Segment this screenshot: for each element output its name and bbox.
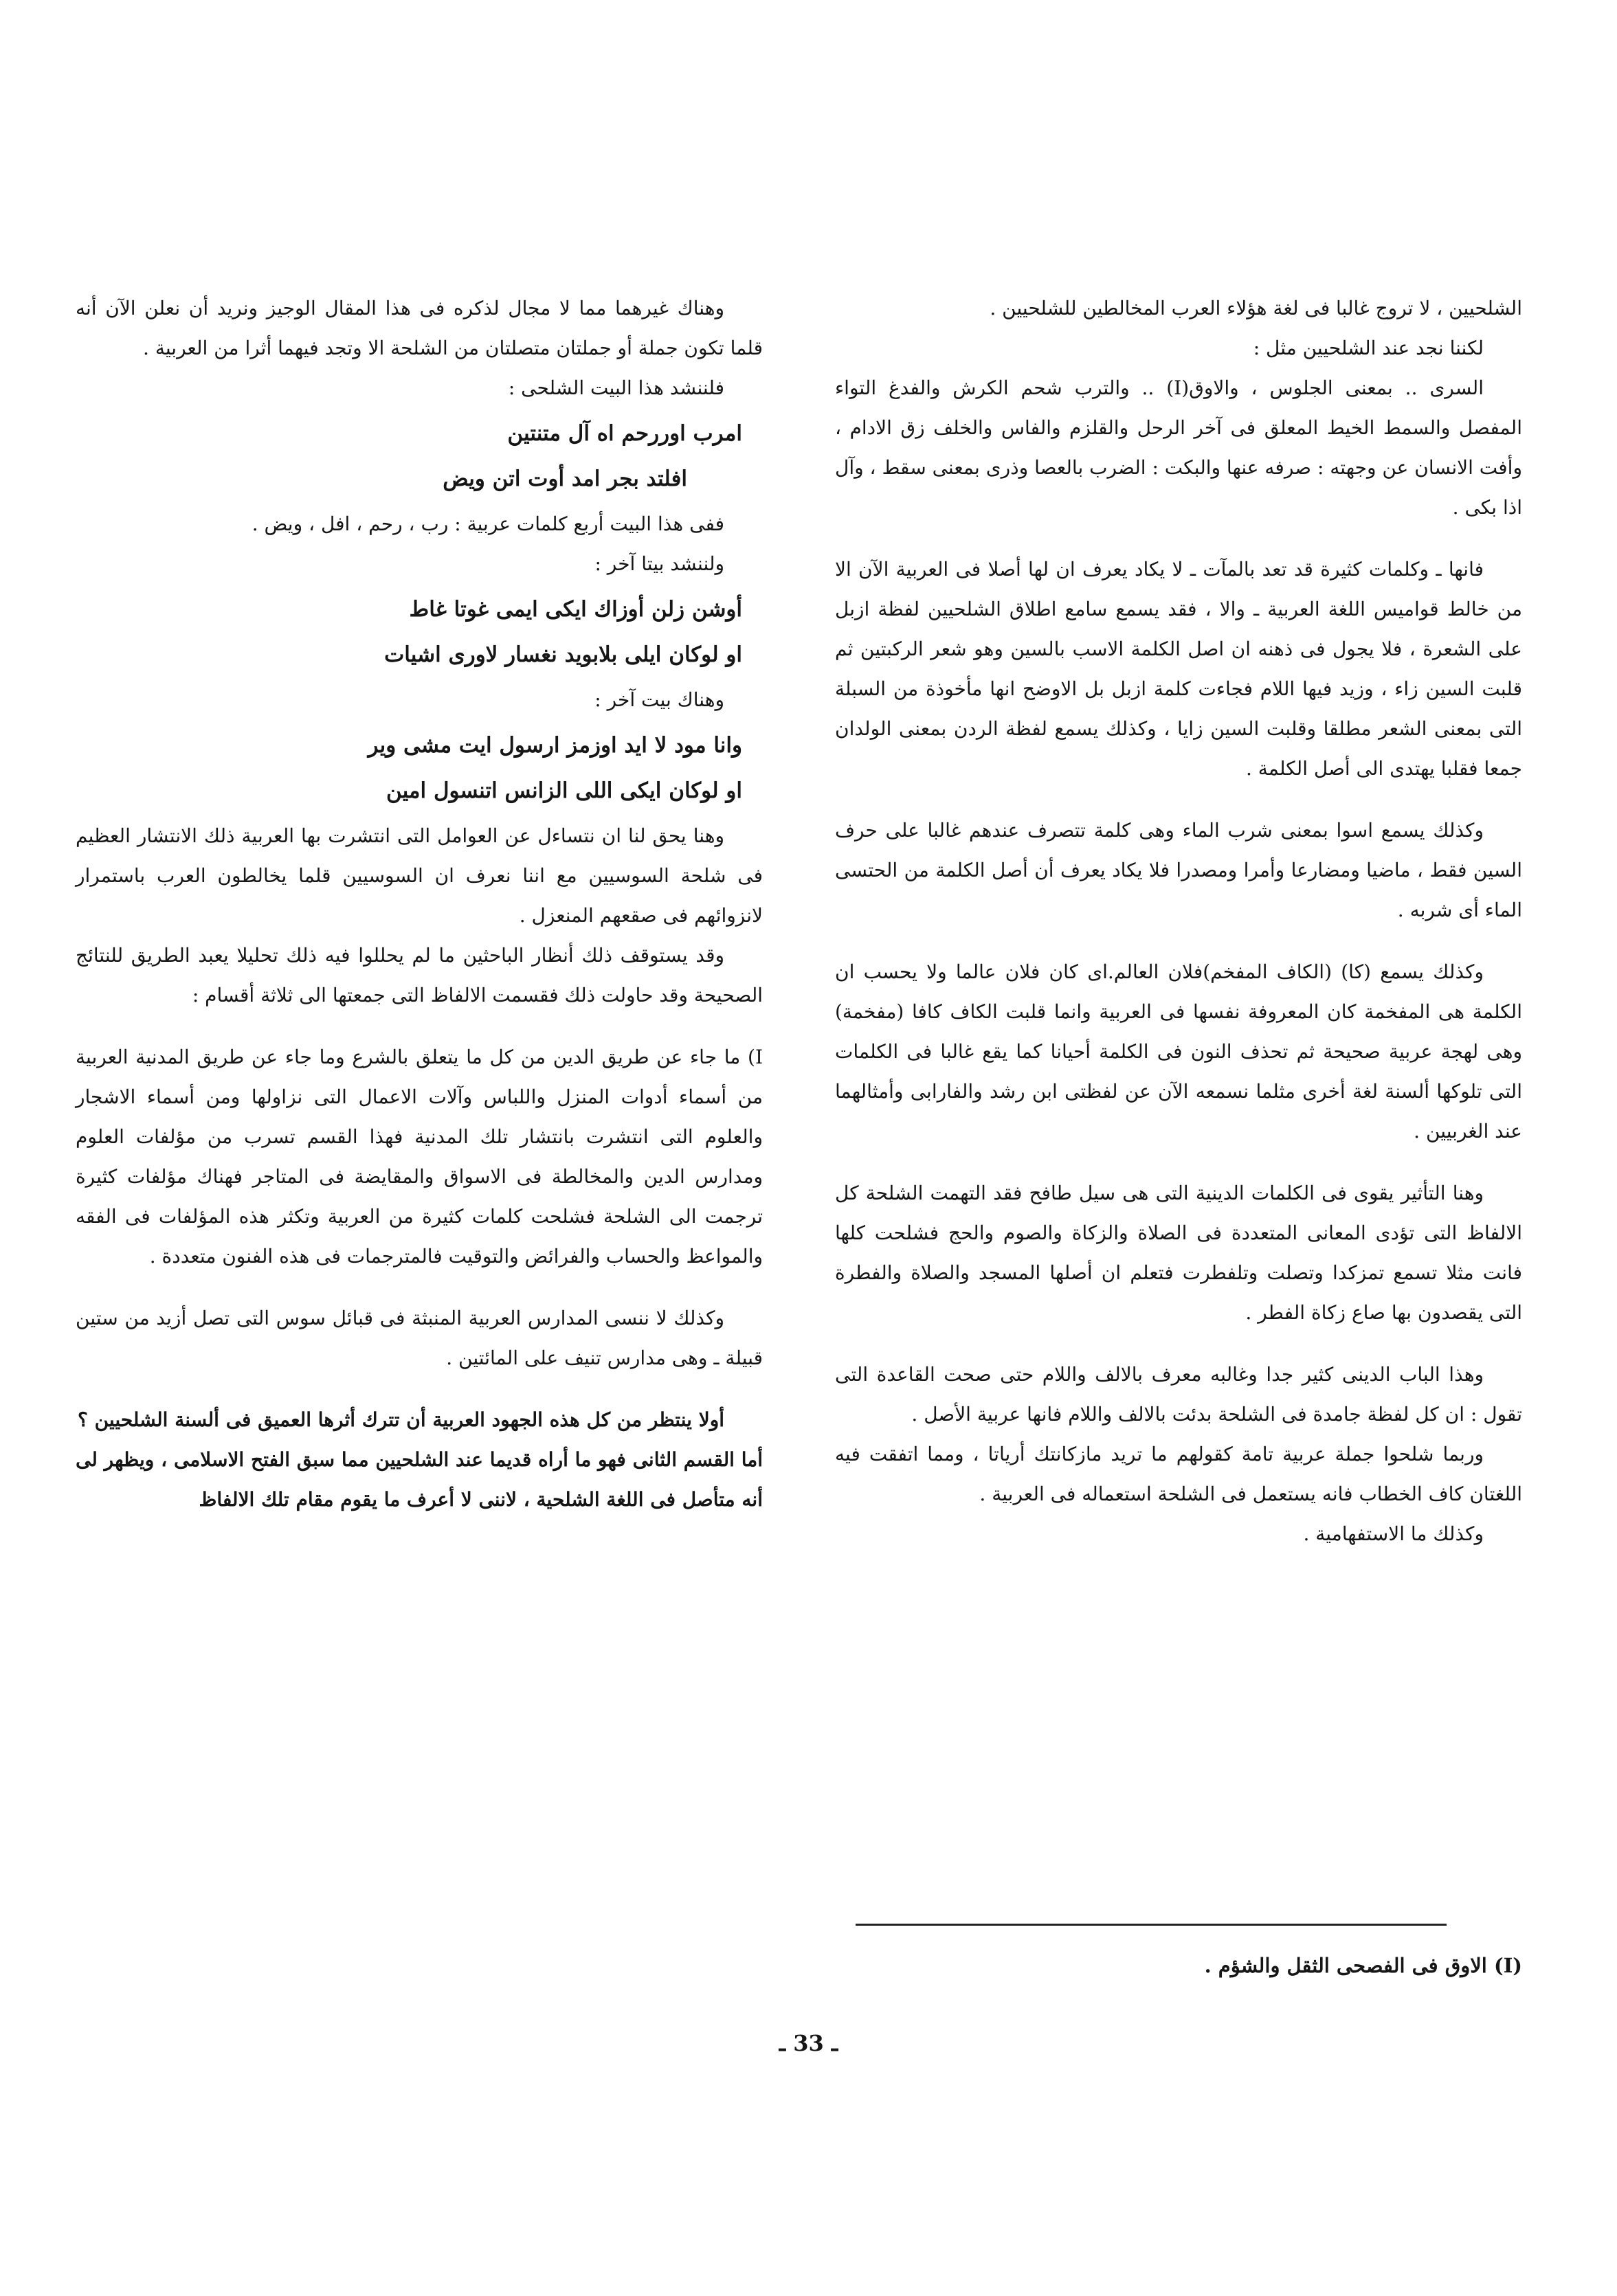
paragraph: وقد يستوقف ذلك أنظار الباحثين ما لم يحللوا فيه ذلك تحليلا يعبد الطريق للنتائج الصحيحة وقد حاولت ذلك فقسمت الالفاظ التى جمعتها الى ثلاثة أقسام : — [76, 944, 763, 1006]
verse-line: وانا مود لا ايد اوزمز ارسول ايت مشى وير — [368, 733, 742, 758]
paragraph: وكذلك يسمع (كا) (الكاف المفخم)فلان العالم.اى كان فلان عالما ولا يحسب ان الكلمة هى المفخمة كان المعروفة نفسها فى العربية وانما قلبت الكاف كافا (مفخمة) وهى لهجة عربية صحيحة ثم تحذف النون فى الكلمة أحيانا كما يقع غالبا فى الكلمات التى تلوكها ألسنة لغة أخرى مثلما نسمعه الآن عن لفظتى ابن رشد والفارابى وأمثالهما عند الغربيين . — [835, 960, 1522, 1143]
right-text-column — [835, 289, 1522, 1554]
paragraph: وكذلك لا ننسى المدارس العربية المنبثة فى قبائل سوس التى تصل أزيد من ستين قبيلة ـ وهى مدارس تنيف على المائتين . — [76, 1307, 763, 1369]
paragraph: وهنا التأثير يقوى فى الكلمات الدينية التى هى سيل طافح فقد التهمت الشلحة كل الالفاظ التى تؤدى المعانى المتعددة فى الصلاة والزكاة والصوم والحج فشلحت كلها فانت مثلا تسمع تمزكدا وتصلت وتلفطرت فتعلم ان أصلها المسجد والصلاة والفطرة التى يقصدون بها صاع زكاة الفطر . — [835, 1182, 1522, 1324]
paragraph: وربما شلحوا جملة عربية تامة كقولهم ما تريد مازكانتك أرياتا ، ومما اتفقت فيه اللغتان كاف الخطاب فانه يستعمل فى الشلحة استعماله فى العربية . — [835, 1443, 1522, 1505]
paragraph: وهناك غيرهما مما لا مجال لذكره فى هذا المقال الوجيز ونريد أن نعلن الآن أنه قلما تكون جملة أو جملتان متصلتان من الشلحة الا وتجد فيهما أثرا من العربية . — [76, 297, 763, 359]
paragraph: فلننشد هذا البيت الشلحى : — [508, 376, 724, 399]
left-text-column — [76, 289, 763, 1520]
page-number: ـ 33 ـ — [779, 2030, 838, 2056]
paragraph: ففى هذا البيت أربع كلمات عربية : رب ، رحم ، افل ، ويض . — [252, 513, 724, 535]
footnote-separator — [856, 1924, 1447, 1926]
paragraph: وهنا يحق لنا ان نتساءل عن العوامل التى انتشرت بها العربية ذلك الانتشار العظيم فى شلحة السوسيين مع اننا نعرف ان السوسيين قلما يخالطون العرب باستمرار لانزوائهم فى صقعهم المنعزل . — [76, 824, 763, 927]
paragraph: فانها ـ وكلمات كثيرة قد تعد بالمآت ـ لا يكاد يعرف ان لها أصلا فى العربية الآن الا من خالط قواميس اللغة العربية ـ والا ، فقد يسمع سامع اطلاق الشلحيين لفظة ازبل على الشعرة ، فلا يجول فى ذهنه ان اصل الكلمة الاسب بالسين وهو شعر الركبتين ثم قلبت السين زاء ، وزيد فيها اللام فجاءت كلمة ازبل بل الاوضح انها مأخوذة من السبلة التى بمعنى الشعر مطلقا وقلبت السين زايا ، وكذلك يسمع لفظة الردن بمعنى الولدان جمعا فقلبا يهتدى الى أصل الكلمة . — [835, 558, 1523, 780]
verse-line: افلتد بجر امد أوت اتن ويض — [443, 466, 687, 491]
paragraph: أولا ينتظر من كل هذه الجهود العربية أن تترك أثرها العميق فى ألسنة الشلحيين ؟ — [78, 1408, 724, 1431]
paragraph: وكذلك يسمع اسوا بمعنى شرب الماء وهى كلمة تتصرف عندهم غالبا على حرف السين فقط ، ماضيا ومضارعا وأمرا ومصدرا فلا يكاد يعرف أن أصل الكلمة من الحتسى الماء أى شربه . — [835, 819, 1522, 921]
verse-line: أوشن زلن أوزاك ايكى ايمى غوتا غاط — [409, 597, 742, 622]
paragraph: أما القسم الثانى فهو ما أراه قديما عند الشلحيين مما سبق الفتح الاسلامى ، ويظهر لى أنه متأصل فى اللغة الشلحية ، لاننى لا أعرف ما يقوم مقام تلك الالفاظ — [76, 1448, 763, 1511]
verse-line: او لوكان ايلى بلابويد نغسار لاورى اشيات — [384, 642, 742, 667]
verse-line: امرب اوررحم اه آل متنتين — [507, 421, 742, 446]
paragraph: ولننشد بيتا آخر : — [594, 552, 724, 575]
paragraph: وكذلك ما الاستفهامية . — [1303, 1522, 1484, 1545]
footnote: (I) الاوق فى الفصحى الثقل والشؤم . — [1204, 1954, 1522, 1977]
paragraph: I) ما جاء عن طريق الدين من كل ما يتعلق بالشرع وما جاء عن طريق المدنية العربية من أسماء أدوات المنزل واللباس وآلات الاعمال التى نزاولها ومن أسماء الاشجار والعلوم التى انتشرت بانتشار تلك المدنية فهذا القسم تسرب من مؤلفات العلوم ومدارس الدين والمخالطة فى الاسواق والمقايضة فى المتاجر فهناك مؤلفات كثيرة ترجمت الى الشلحة فشلحت كلمات كثيرة من العربية وتكثر هذه المؤلفات فى الفقه والمواعظ والحساب والفرائض والتوقيت فالمترجمات فى هذه الفنون متعددة . — [76, 1046, 763, 1268]
paragraph: لكننا نجد عند الشلحيين مثل : — [1253, 337, 1484, 359]
paragraph: وهذا الباب الدينى كثير جدا وغالبه معرف بالالف واللام حتى صحت القاعدة التى تقول : ان كل لفظة جامدة فى الشلحة بدئت بالالف واللام فانها عربية الأصل . — [835, 1363, 1522, 1426]
paragraph: وهناك بيت آخر : — [594, 688, 724, 711]
paragraph: السرى .. بمعنى الجلوس ، والاوق(I) .. والترب شحم الكرش والفدغ التواء المفصل والسمط الخيط المعلق فى آخر الرحل والقلزم والفاس والخلف زق الادام ، وأفت الانسان عن وجهته : صرفه عنها والبكت : الضرب بالعصا وذرى بمعنى سقط ، وآل اذا بكى . — [834, 376, 1522, 519]
paragraph: الشلحيين ، لا تروج غالبا فى لغة هؤلاء العرب المخالطين للشلحيين . — [990, 297, 1522, 319]
verse-line: او لوكان ايكى اللى الزانس اتنسول امين — [386, 778, 742, 803]
